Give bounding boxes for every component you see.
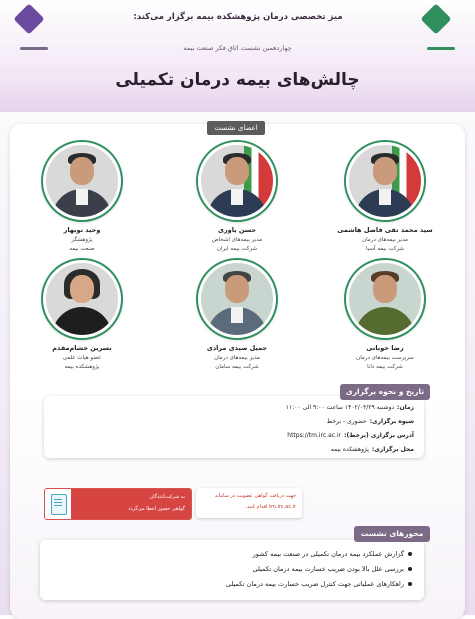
member-card: [325, 260, 445, 370]
topic-text: راهکارهای عملیاتی جهت کنترل ضریب خسارت بیمه درمان تکمیلی: [225, 580, 404, 588]
member-photo: [346, 260, 424, 338]
topic-item: [252, 565, 412, 573]
method-label: شیوه برگزاری:: [369, 418, 414, 425]
certificate-instruction-line1: جهت دریافت گواهی عضویت در سامانه: [214, 493, 296, 499]
member-org: شرکت بیمه آسیا: [366, 246, 404, 252]
member-name: وحید نوبهار: [63, 226, 101, 234]
time-label: زمان:: [397, 404, 414, 411]
member-card: [325, 142, 445, 252]
diamond-logo-icon: [13, 3, 44, 34]
member-card: [177, 142, 297, 252]
certificate-icon: [51, 494, 67, 515]
thinktank-logo: [10, 6, 58, 54]
member-photo: [43, 142, 121, 220]
page-title: چالش‌های بیمه درمان تکمیلی: [115, 70, 360, 90]
member-role: مدیر بیمه‌های اشخاص: [211, 237, 263, 243]
venue-label: محل برگزاری:: [371, 446, 414, 453]
logo-caption-mark: [427, 47, 455, 50]
member-role: مدیر بیمه‌های درمان: [362, 237, 408, 243]
venue-line: [331, 446, 414, 453]
member-card: [22, 260, 142, 370]
bullet-icon: [408, 567, 412, 571]
topic-text: بررسی علل بالا بودن ضریب خسارت بیمه درمان تکمیلی: [252, 565, 404, 573]
members-section-tag: اعضای نشست: [207, 121, 265, 135]
member-photo: [346, 142, 424, 220]
address-line: [287, 432, 414, 439]
member-org: پژوهشکده بیمه: [64, 364, 100, 370]
topic-item: [226, 580, 412, 588]
topics-section-tag: محورهای نشست: [354, 526, 430, 542]
member-photo: [198, 142, 276, 220]
bullet-icon: [408, 552, 412, 556]
member-org: شرکت بیمه ایران: [216, 246, 258, 252]
certificate-line1: به شرکت‌کنندگان: [149, 494, 185, 500]
time-value: دوشنبه ۱۴۰۲/۰۳/۲۹ ساعت ۹:۰۰ الی ۱۱:۰۰: [285, 404, 395, 411]
schedule-section-tag: تاریخ و نحوه برگزاری: [340, 384, 430, 400]
certificate-line2: گواهی حضور اعطا می‌گردد: [128, 506, 185, 512]
member-org: صنعت بیمه: [69, 246, 95, 252]
certificate-card: [44, 488, 192, 520]
member-card: [22, 142, 142, 252]
subheading: چهاردهمین نشست اتاق فکر صنعت بیمه: [183, 44, 292, 52]
bullet-icon: [408, 582, 412, 586]
member-role: سرپرست بیمه‌های درمان: [356, 355, 414, 361]
topics-box: [40, 540, 424, 600]
insurance-research-logo: [417, 6, 465, 54]
member-name: نسرین خشام‌مقدم: [52, 344, 112, 352]
address-label: آدرس برگزاری (برخط):: [344, 432, 414, 439]
venue-value: پژوهشکده بیمه: [330, 446, 369, 453]
headline: میز تخصصی درمان پژوهشکده بیمه برگزار می‌کند:: [133, 12, 343, 22]
member-name: جمیل صیدی مرادی: [206, 344, 268, 352]
member-role: پژوهشگر: [71, 237, 93, 243]
certificate-instruction-line2: tm.irc.ac.ir اقدام کنید.: [245, 504, 296, 510]
member-org: شرکت بیمه دانا: [367, 364, 403, 370]
member-role: عضو هیات علمی: [62, 355, 102, 361]
member-photo: [198, 260, 276, 338]
member-name: حسن یاوری: [217, 226, 257, 234]
topic-text: گزارش عملکرد بیمه درمان تکمیلی در صنعت بیمه کشور: [252, 550, 404, 558]
method-line: [327, 418, 414, 425]
member-role: مدیر بیمه‌های درمان: [214, 355, 260, 361]
member-name: رضا خوبانی: [366, 344, 404, 352]
member-name: سید محمد تقی فاضل هاشمی: [337, 226, 433, 234]
address-link[interactable]: https://tm.irc.ac.ir: [287, 432, 342, 439]
logo-caption-mark: [20, 47, 48, 50]
time-line: [286, 404, 414, 411]
member-card: [177, 260, 297, 370]
diamond-logo-icon: [420, 3, 451, 34]
schedule-box: [44, 396, 424, 458]
member-photo: [43, 260, 121, 338]
method-value: حضوری - برخط: [326, 418, 367, 425]
member-org: شرکت بیمه سامان: [215, 364, 259, 370]
certificate-instructions: [196, 488, 302, 518]
topic-item: [253, 550, 412, 558]
